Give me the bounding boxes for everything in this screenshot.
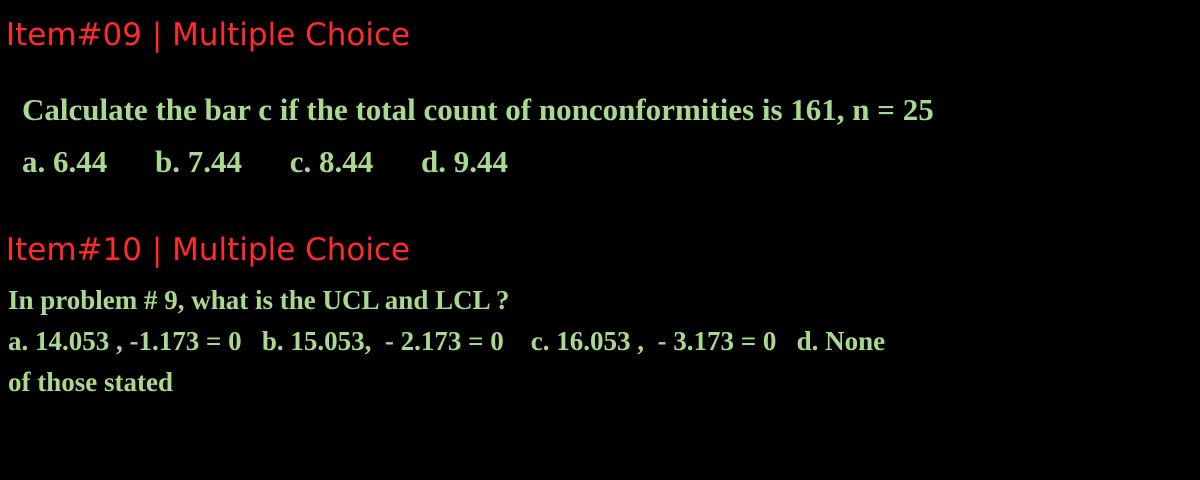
item-10-heading: Item#10 | Multiple Choice <box>6 232 411 268</box>
item-09-option-d: d. 9.44 <box>421 144 509 179</box>
item-09-question: Calculate the bar c if the total count of nonconformities is 161, n = 25 <box>22 92 934 127</box>
item-09-options <box>22 146 508 177</box>
item-10-options-line-2: of those stated <box>8 367 173 397</box>
item-09-option-a: a. 6.44 <box>22 144 108 179</box>
item-10-question: In problem # 9, what is the UCL and LCL ? <box>8 285 510 315</box>
item-09-heading: Item#09 | Multiple Choice <box>6 17 411 53</box>
item-09-option-b: b. 7.44 <box>155 144 242 179</box>
item-09-option-c: c. 8.44 <box>289 144 374 179</box>
item-10-options-line-1: a. 14.053 , -1.173 = 0 b. 15.053, - 2.173 = 0 c. 16.053 , - 3.173 = 0 d. None <box>8 326 886 356</box>
